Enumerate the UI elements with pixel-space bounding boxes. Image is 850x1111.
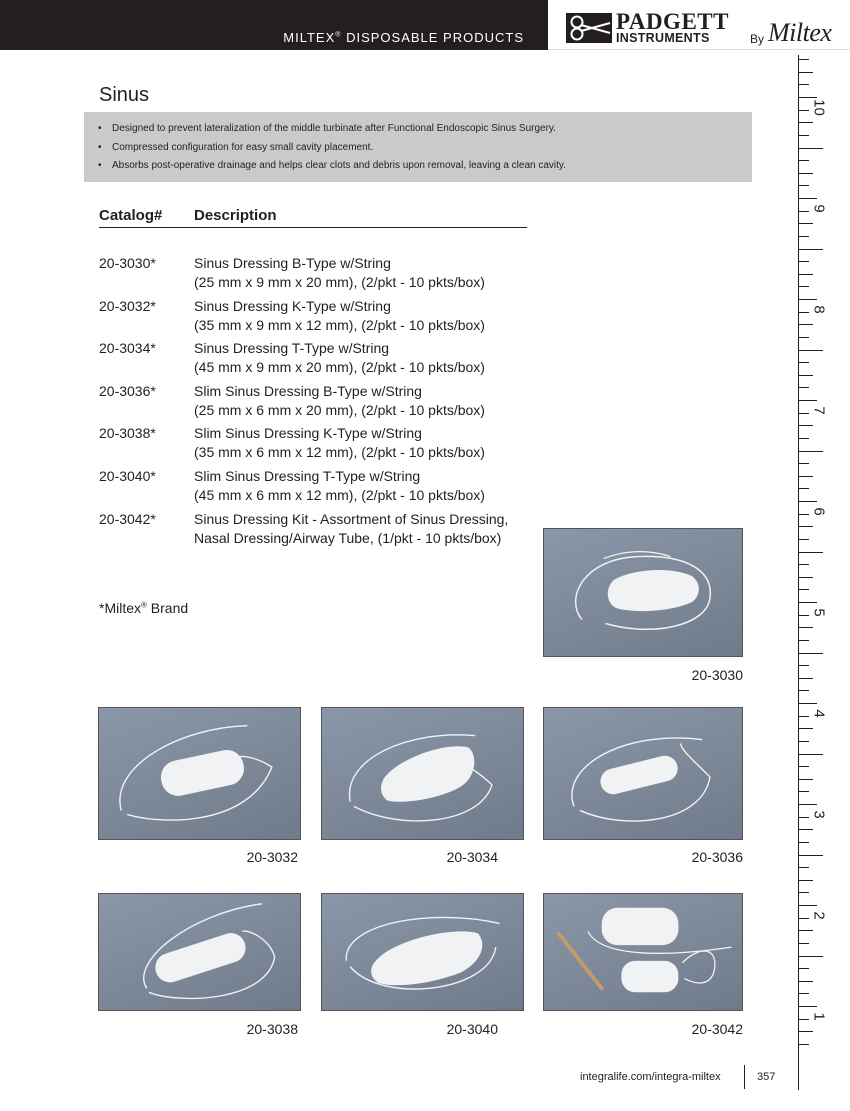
ruler-tick — [799, 387, 809, 388]
ruler-tick — [799, 413, 809, 414]
description-line: (35 mm x 9 mm x 12 mm), (2/pkt - 10 pkts/box) — [194, 316, 485, 333]
description-line: Sinus Dressing B-Type w/String — [194, 255, 391, 271]
ruler-tick — [799, 779, 813, 780]
ruler-tick — [799, 185, 809, 186]
ruler-number: 4 — [810, 709, 828, 718]
ruler-tick — [799, 135, 809, 136]
ruler-tick — [799, 627, 813, 628]
photo-caption: 20-3042 — [691, 1021, 743, 1037]
catalog-number: 20-3032* — [99, 297, 156, 314]
description-line: (25 mm x 9 mm x 20 mm), (2/pkt - 10 pkts/box) — [194, 274, 485, 290]
ruler-tick — [799, 716, 809, 717]
ruler-tick — [799, 211, 809, 212]
brand-padgett: PADGETT — [616, 9, 729, 34]
dressing-image — [544, 894, 742, 1010]
dressing-image — [322, 894, 523, 1010]
ruler-tick — [799, 842, 809, 843]
table-header — [99, 207, 527, 228]
ruler-tick — [799, 312, 809, 313]
brand-by: By — [750, 32, 765, 46]
table-row — [99, 510, 539, 553]
footer-divider — [744, 1065, 745, 1089]
ruler-number: 2 — [810, 911, 828, 920]
product-photo-20-3032 — [98, 707, 301, 840]
ruler-tick — [799, 274, 813, 275]
catalog-number: 20-3038* — [99, 425, 156, 442]
ruler-tick — [799, 918, 809, 919]
ruler-tick — [799, 993, 809, 994]
photo-caption: 20-3032 — [246, 849, 298, 865]
ruler-tick — [799, 1044, 809, 1045]
page-title: Sinus — [99, 84, 150, 106]
description-line: Slim Sinus Dressing B-Type w/String — [194, 382, 422, 399]
brand-footnote: *Miltex® Brand — [99, 600, 189, 616]
photo-caption: 20-3038 — [246, 1021, 298, 1037]
ruler-tick — [799, 968, 809, 969]
page-number: 357 — [757, 1071, 776, 1083]
photo-caption: 20-3030 — [691, 667, 743, 683]
catalog-number: 20-3036* — [99, 382, 156, 399]
ruler-tick — [799, 754, 823, 755]
description-line: Sinus Dressing T-Type w/String — [194, 340, 390, 357]
ruler-tick — [799, 110, 809, 111]
ruler-tick — [799, 148, 823, 149]
ruler-tick — [799, 943, 809, 944]
ruler — [798, 55, 850, 1090]
ruler-tick — [799, 324, 813, 325]
ruler-tick — [799, 817, 809, 818]
ruler-tick — [799, 867, 809, 868]
ruler-tick — [799, 728, 813, 729]
brand-instruments: INSTRUMENTS — [616, 31, 710, 45]
ruler-tick — [799, 249, 823, 250]
feature-item: • Absorbs post-operative drainage and helps clear clots and debris upon removal, leaving a clean cavity. — [98, 157, 752, 176]
product-photo-20-3034 — [321, 707, 524, 840]
ruler-tick — [799, 72, 813, 73]
ruler-tick — [799, 362, 809, 363]
photo-caption: 20-3036 — [691, 849, 743, 865]
description-line: (45 mm x 9 mm x 20 mm), (2/pkt - 10 pkts/box) — [194, 359, 485, 376]
catalog-table — [99, 254, 539, 552]
ruler-tick — [799, 552, 823, 553]
description-line: Sinus Dressing K-Type w/String — [194, 297, 391, 314]
ruler-tick — [799, 84, 809, 85]
ruler-number: 3 — [810, 810, 828, 819]
ruler-tick — [799, 880, 813, 881]
catalog-number: 20-3030* — [99, 255, 156, 271]
dressing-image — [322, 708, 523, 839]
ruler-number: 10 — [810, 99, 828, 116]
feature-item: • Designed to prevent lateralization of the middle turbinate after Functional Endoscopic Sinus Surgery. — [98, 120, 752, 139]
ruler-tick — [799, 59, 809, 60]
description-line: (45 mm x 6 mm x 12 mm), (2/pkt - 10 pkts/box) — [194, 486, 485, 503]
ruler-tick — [799, 463, 809, 464]
table-row — [99, 424, 539, 467]
ruler-number: 8 — [810, 305, 828, 314]
catalog-number: 20-3040* — [99, 467, 156, 484]
ruler-tick — [799, 640, 809, 641]
catalog-number: 20-3034* — [99, 340, 156, 357]
ruler-tick — [799, 892, 809, 893]
ruler-tick — [799, 514, 809, 515]
ruler-tick — [799, 122, 813, 123]
photo-caption: 20-3040 — [446, 1021, 498, 1037]
ruler-tick — [799, 564, 809, 565]
ruler-tick — [799, 930, 813, 931]
column-header-description: Description — [194, 207, 277, 224]
table-row — [99, 382, 539, 425]
ruler-tick — [799, 665, 809, 666]
product-photo-20-3040 — [321, 893, 524, 1011]
ruler-tick — [799, 981, 813, 982]
description-line: Nasal Dressing/Airway Tube, (1/pkt - 10 pkts/box) — [194, 529, 502, 546]
ruler-tick — [799, 261, 809, 262]
product-photo-20-3042 — [543, 893, 743, 1011]
dressing-image — [99, 894, 300, 1010]
table-row — [99, 339, 539, 382]
ruler-number: 9 — [810, 204, 828, 213]
catalog-number: 20-3042* — [99, 510, 156, 527]
brand-logo — [548, 0, 850, 50]
scissors-logo-icon — [566, 13, 612, 43]
ruler-tick — [799, 539, 809, 540]
ruler-number: 7 — [810, 406, 828, 415]
ruler-tick — [799, 438, 809, 439]
ruler-number: 5 — [810, 608, 828, 617]
ruler-tick — [799, 829, 813, 830]
ruler-tick — [799, 425, 813, 426]
product-photo-20-3030 — [543, 528, 743, 657]
ruler-tick — [799, 286, 809, 287]
dressing-image — [99, 708, 300, 839]
photo-caption: 20-3034 — [446, 849, 498, 865]
ruler-tick — [799, 956, 823, 957]
ruler-tick — [799, 577, 813, 578]
ruler-tick — [799, 690, 809, 691]
description-line: Sinus Dressing Kit - Assortment of Sinus Dressing, — [194, 510, 509, 527]
ruler-tick — [799, 476, 813, 477]
table-row — [99, 254, 539, 297]
dressing-image — [544, 529, 742, 656]
ruler-tick — [799, 589, 809, 590]
product-photo-20-3036 — [543, 707, 743, 840]
ruler-tick — [799, 160, 809, 161]
ruler-tick — [799, 375, 813, 376]
ruler-tick — [799, 350, 823, 351]
description-line: (35 mm x 6 mm x 12 mm), (2/pkt - 10 pkts/box) — [194, 444, 485, 461]
ruler-tick — [799, 791, 809, 792]
ruler-tick — [799, 678, 813, 679]
ruler-tick — [799, 337, 809, 338]
ruler-tick — [799, 741, 809, 742]
ruler-tick — [799, 236, 809, 237]
ruler-tick — [799, 653, 823, 654]
ruler-tick — [799, 615, 809, 616]
ruler-tick — [799, 766, 809, 767]
feature-list — [84, 112, 752, 182]
ruler-number: 1 — [810, 1012, 828, 1021]
product-photo-20-3038 — [98, 893, 301, 1011]
header-bar — [0, 0, 548, 50]
description-line: Slim Sinus Dressing K-Type w/String — [194, 425, 422, 442]
ruler-tick — [799, 223, 813, 224]
column-header-catalog: Catalog# — [99, 207, 163, 224]
ruler-tick — [799, 526, 813, 527]
brand-miltex: Miltex — [768, 18, 832, 47]
ruler-tick — [799, 488, 809, 489]
ruler-tick — [799, 855, 823, 856]
table-row — [99, 467, 539, 510]
description-line: (25 mm x 6 mm x 20 mm), (2/pkt - 10 pkts/box) — [194, 401, 485, 418]
ruler-tick — [799, 451, 823, 452]
dressing-image — [544, 708, 742, 839]
feature-item: • Compressed configuration for easy small cavity placement. — [98, 139, 752, 158]
ruler-number: 6 — [810, 507, 828, 516]
ruler-tick — [799, 1031, 813, 1032]
description-line: Slim Sinus Dressing T-Type w/String — [194, 467, 421, 484]
table-row — [99, 297, 539, 340]
ruler-tick — [799, 173, 813, 174]
ruler-tick — [799, 1019, 809, 1020]
section-label: MILTEX® DISPOSABLE PRODUCTS — [283, 30, 524, 45]
footer-url: integralife.com/integra-miltex — [580, 1071, 721, 1083]
